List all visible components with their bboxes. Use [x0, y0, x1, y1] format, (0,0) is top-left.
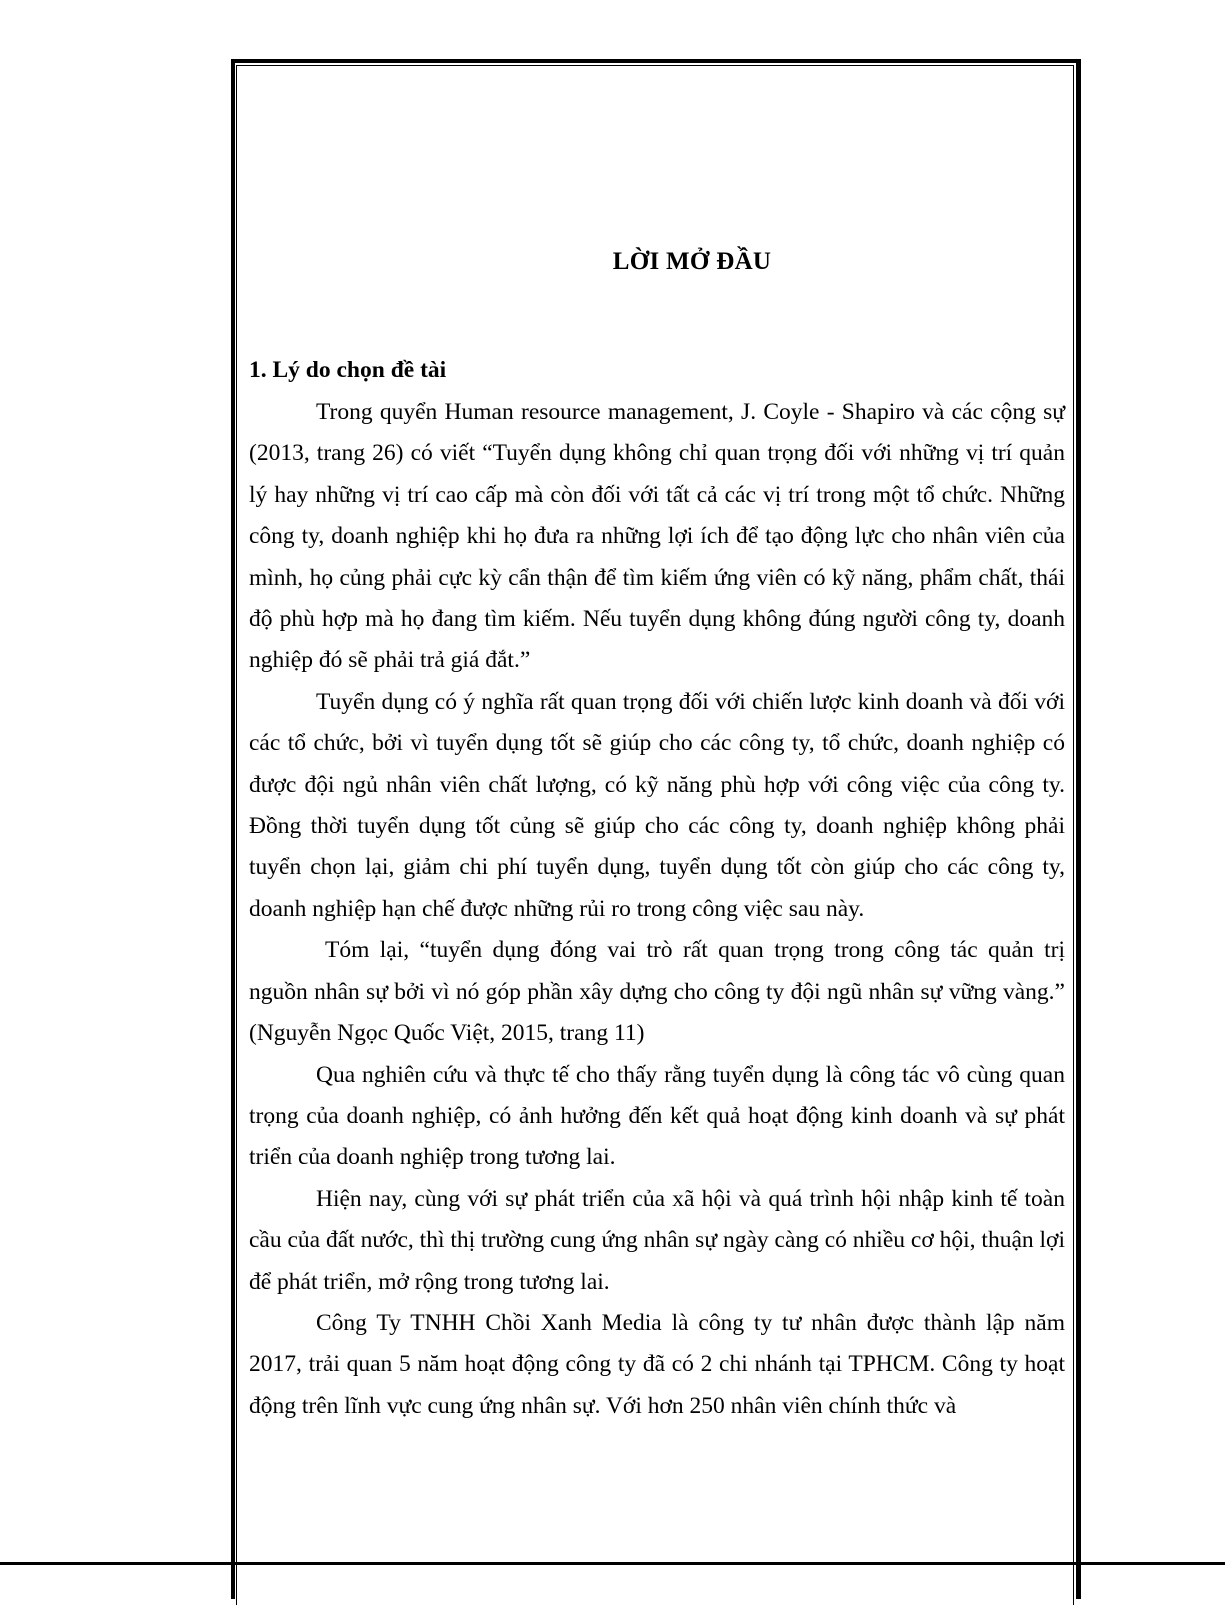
paragraph: Trong quyển Human resource management, J. Coyle - Shapiro và các cộng sự (2013, trang 26) có viết “Tuyển dụng không chỉ quan trọng đối với những vị trí quản lý hay những vị trí cao cấp mà còn đối với tất cả các vị trí trong một tổ chức. Những công ty, doanh nghiệp khi họ đưa ra những lợi ích để tạo động lực cho nhân viên của mình, họ củng phải cực kỳ cẩn thận để tìm kiếm ứng viên có kỹ năng, phẩm chất, thái độ phù hợp mà họ đang tìm kiếm. Nếu tuyển dụng không đúng người công ty, doanh nghiệp đó sẽ phải trả giá đắt.”: [249, 399, 1065, 674]
page-bottom-rule: [0, 1562, 1225, 1565]
paragraph: Công Ty TNHH Chồi Xanh Media là công ty tư nhân được thành lập năm 2017, trải quan 5 năm hoạt động công ty đã có 2 chi nhánh tại TPHCM. Công ty hoạt động trên lĩnh vực cung ứng nhân sự. Với hơn 250 nhân viên chính thức và: [249, 1309, 1065, 1419]
section-heading: 1. Lý do chọn đề tài: [249, 357, 447, 383]
paragraph: Qua nghiên cứu và thực tế cho thấy rằng tuyển dụng là công tác vô cùng quan trọng của doanh nghiệp, có ảnh hưởng đến kết quả hoạt động kinh doanh và sự phát triển của doanh nghiệp trong tương lai.: [249, 1061, 1065, 1171]
page-title: LỜI MỞ ĐẦU: [612, 248, 772, 275]
document-body: [249, 244, 1065, 1427]
paragraph: Tóm lại, “tuyển dụng đóng vai trò rất quan trọng trong công tác quản trị nguồn nhân sự bởi vì nó góp phần xây dựng cho công ty đội ngũ nhân sự vững vàng.” (Nguyễn Ngọc Quốc Việt, 2015, trang 11): [249, 937, 1065, 1047]
paragraph: Tuyển dụng có ý nghĩa rất quan trọng đối với chiến lược kinh doanh và đối với các tổ chức, bởi vì tuyển dụng tốt sẽ giúp cho các công ty, tổ chức, doanh nghiệp có được đội ngủ nhân viên chất lượng, có kỹ năng phù hợp với công việc của công ty. Đồng thời tuyển dụng tốt củng sẽ giúp cho các công ty, doanh nghiệp không phải tuyển chọn lại, giảm chi phí tuyển dụng, tuyển dụng tốt còn giúp cho các công ty, doanh nghiệp hạn chế được những rủi ro trong công việc sau này.: [249, 688, 1065, 922]
paragraph: Hiện nay, cùng với sự phát triển của xã hội và quá trình hội nhập kinh tế toàn cầu của đất nước, thì thị trường cung ứng nhân sự ngày càng có nhiều cơ hội, thuận lợi để phát triển, mở rộng trong tương lai.: [249, 1185, 1065, 1295]
